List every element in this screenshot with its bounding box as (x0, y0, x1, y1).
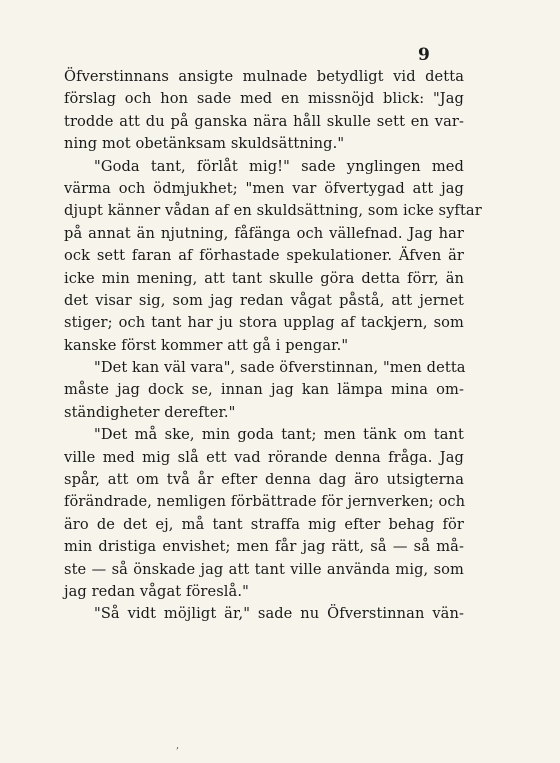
text-line: måste jag dock se, innan jag kan lämpa mina om- (64, 381, 464, 399)
text-line: kanske först kommer att gå i pengar." (64, 336, 349, 354)
page-number: 9 (418, 45, 430, 65)
text-line: jag redan vågat föreslå." (64, 582, 249, 600)
text-line: på annat än njutning, fåfänga och vällefnad. Jag har (64, 224, 464, 242)
text-line: förslag och hon sade med en missnöjd blick: "Jag (64, 90, 464, 108)
text-line: spår, att om två år efter denna dag äro utsigterna (64, 471, 464, 489)
text-line: Öfverstinnans ansigte mulnade betydligt vid detta (64, 68, 464, 85)
text-line: stiger; och tant har ju stora upplag af tackjern, som (64, 314, 464, 332)
text-line: "Det må ske, min goda tant; men tänk om tant (94, 426, 464, 444)
text-line: "Så vidt möjligt är," sade nu Öfverstinnan vän- (94, 605, 464, 623)
print-mark: , (176, 740, 180, 751)
text-line: trodde att du på ganska nära håll skulle sett en var- (64, 112, 464, 130)
text-line: icke min mening, att tant skulle göra detta förr, än (64, 269, 464, 287)
text-line: äro de det ej, må tant straffa mig efter behag för (64, 515, 464, 533)
text-line: ock sett faran af förhastade spekulationer. Äfven är (64, 247, 464, 265)
text-line: värma och ödmjukhet; "men var öfvertygad att jag (64, 179, 464, 197)
text-line: det visar sig, som jag redan vågat påstå, att jernet (64, 291, 464, 309)
text-line: "Det kan väl vara", sade öfverstinnan, "men detta (94, 359, 466, 377)
text-line: djupt känner vådan af en skuldsättning, som icke syftar (64, 202, 482, 220)
text-line: "Goda tant, förlåt mig!" sade ynglingen med (94, 157, 464, 175)
text-line: förändrade, nemligen förbättrade för jernverken; och (64, 493, 466, 511)
body-text (64, 66, 482, 626)
text-line: min dristiga envishet; men får jag rätt, så — så må- (64, 538, 464, 556)
text-line: ville med mig slå ett vad rörande denna fråga. Jag (64, 448, 464, 466)
text-line: ständigheter derefter." (64, 403, 236, 421)
text-line: ste — så önskade jag att tant ville använda mig, som (64, 560, 464, 578)
text-line: ning mot obetänksam skuldsättning." (64, 135, 345, 153)
